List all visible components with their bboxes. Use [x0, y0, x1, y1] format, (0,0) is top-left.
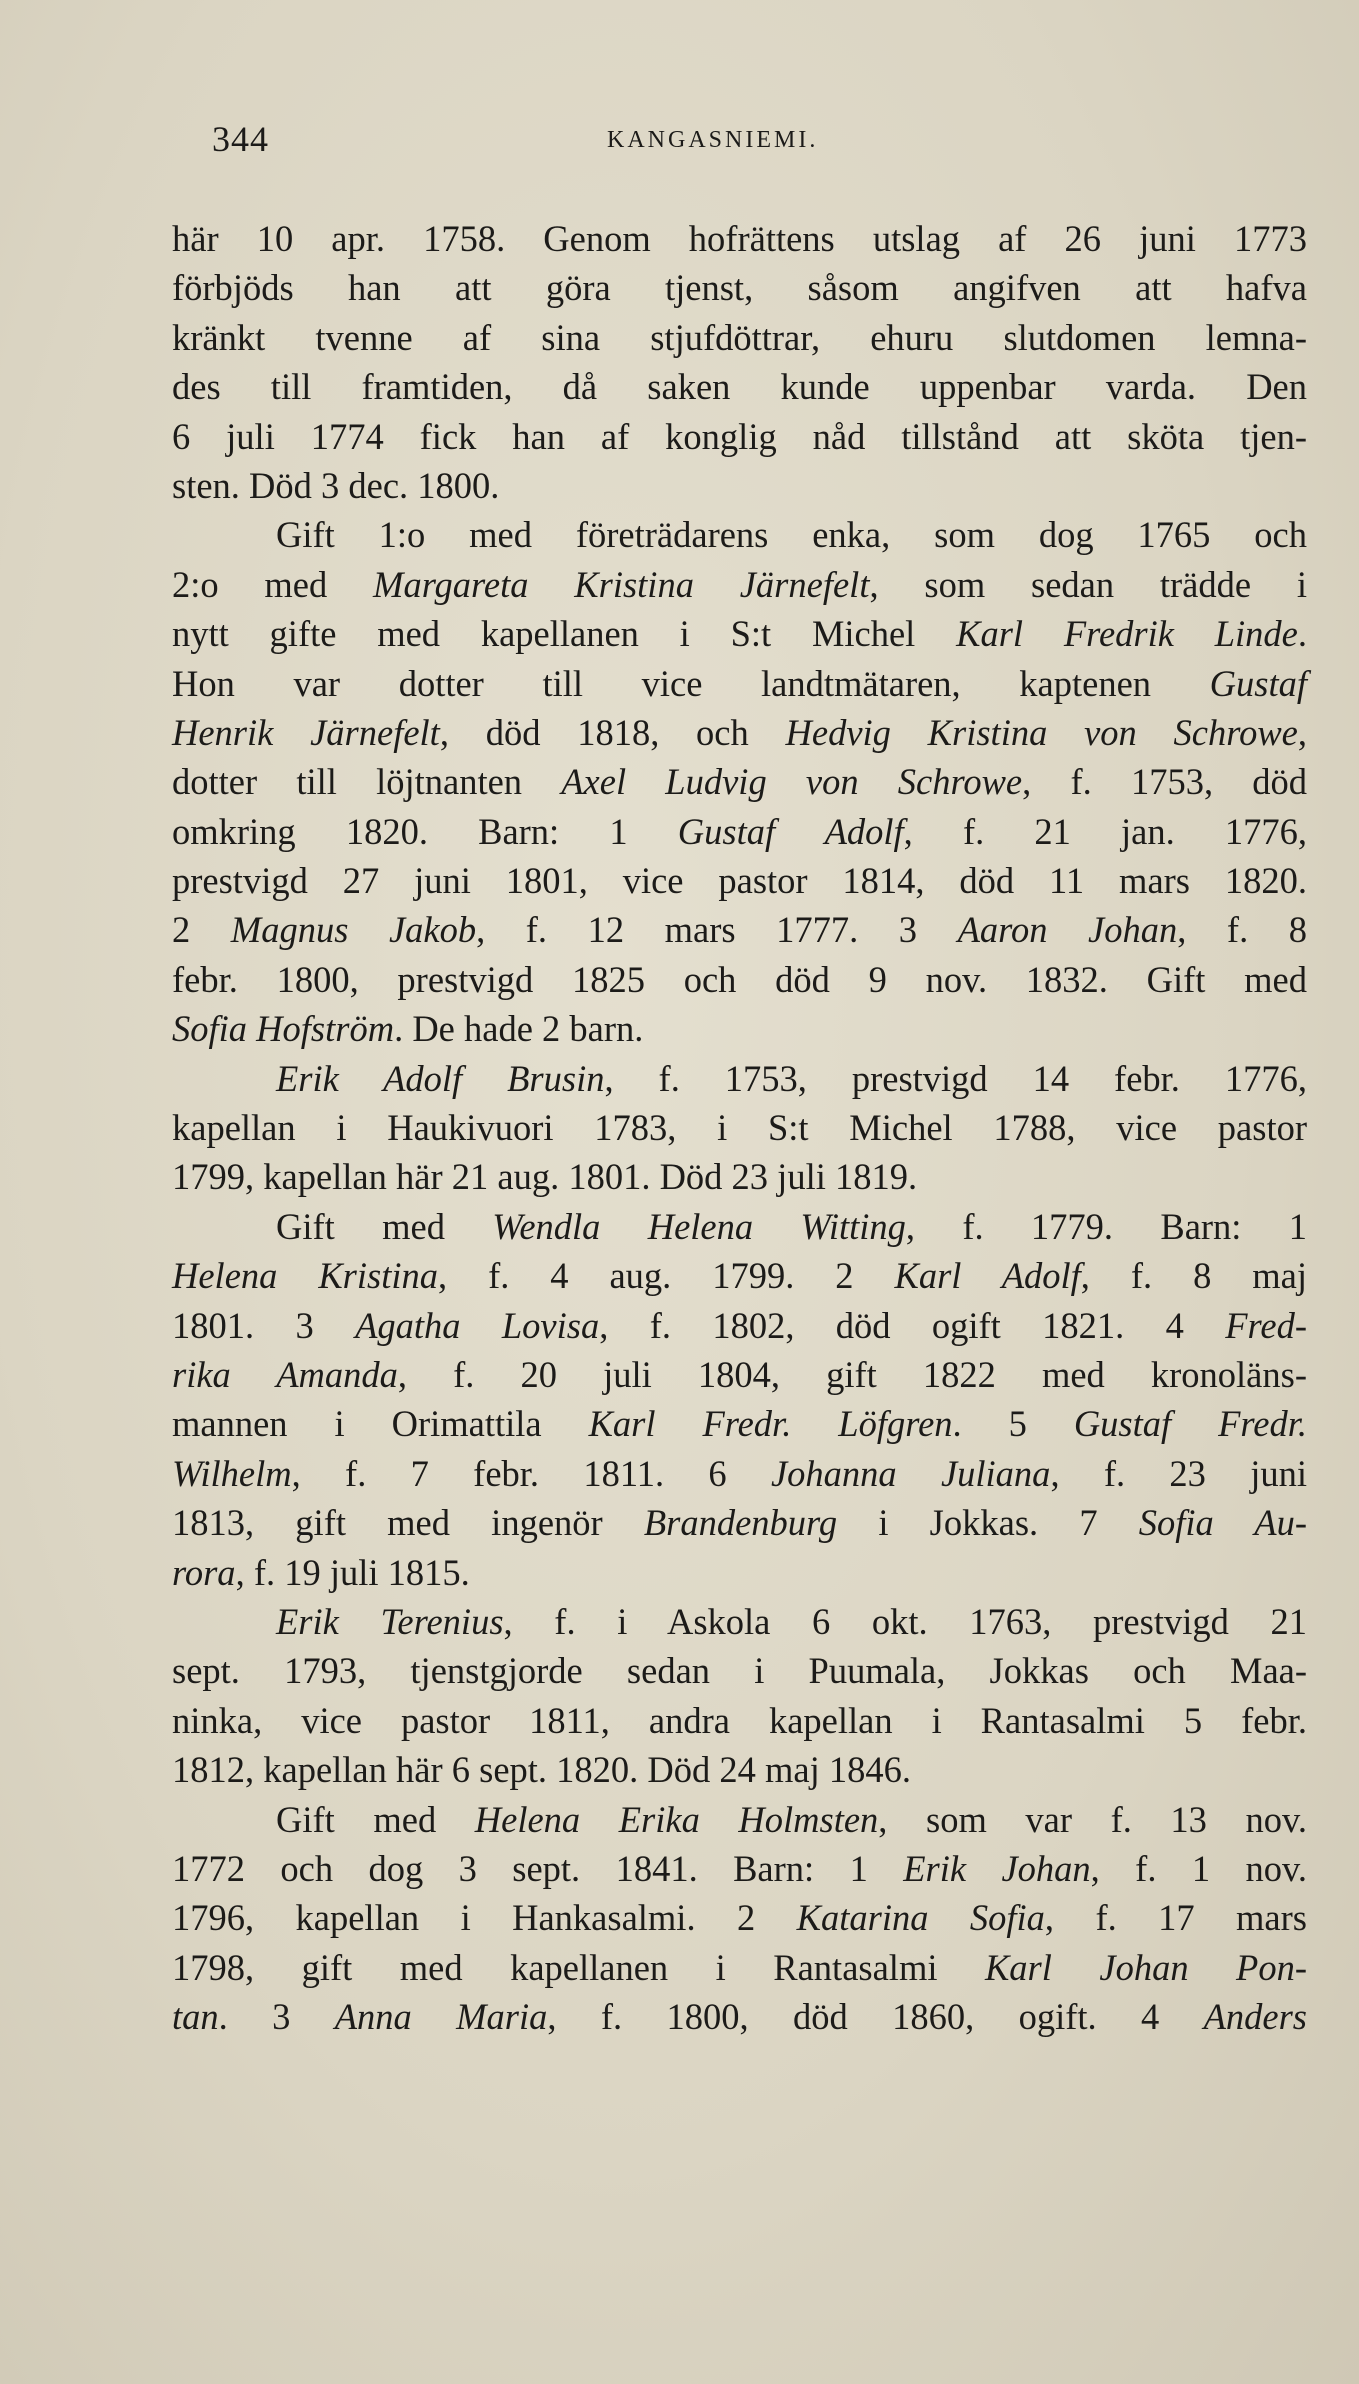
- text-line: [172, 510, 1307, 559]
- text-segment: . De hade 2 barn.: [394, 1008, 644, 1050]
- text-segment: Hon var dotter till vice landtmätaren, kaptenen: [172, 662, 1210, 704]
- italic-name: Agatha Lovisa: [355, 1304, 600, 1346]
- italic-name: Johanna Juliana: [770, 1452, 1051, 1494]
- text-segment: , f. 20 juli 1804, gift 1822 med kronoläns-: [397, 1353, 1307, 1395]
- italic-name: Gustaf Adolf: [677, 810, 904, 852]
- text-line: [172, 362, 1307, 411]
- text-segment: , f. 1753, prestvigd 14 febr. 1776,: [604, 1057, 1307, 1099]
- italic-name: Fred-: [1225, 1304, 1308, 1346]
- italic-name: Erik Adolf Brusin: [276, 1057, 605, 1099]
- text-line: [172, 1597, 1307, 1646]
- text-segment: 2:o med: [172, 563, 374, 605]
- text-segment: , död 1818, och: [439, 711, 786, 753]
- text-line: [172, 1844, 1307, 1893]
- italic-name: Karl Fredrik Linde: [956, 613, 1298, 655]
- text-line: [172, 1152, 1307, 1201]
- text-segment: 6 juli 1774 fick han af konglig nåd tillstånd att sköta tjen-: [172, 415, 1307, 457]
- italic-name: tan: [172, 1996, 219, 2038]
- text-line: [172, 609, 1307, 658]
- text-line: [172, 905, 1307, 954]
- text-segment: prestvigd 27 juni 1801, vice pastor 1814, död 11 mars 1820.: [172, 860, 1307, 902]
- italic-name: Axel Ludvig von Schrowe: [561, 761, 1023, 803]
- text-segment: , f. 8 maj: [1080, 1255, 1307, 1297]
- text-segment: kränkt tvenne af sina stjufdöttrar, ehuru slutdomen lemna-: [172, 316, 1307, 358]
- text-segment: , f. 4 aug. 1799. 2: [438, 1255, 895, 1297]
- italic-name: Gustaf: [1209, 662, 1307, 704]
- text-line: [172, 1004, 1307, 1053]
- text-line: [172, 708, 1307, 757]
- text-segment: febr. 1800, prestvigd 1825 och död 9 nov. 1832. Gift med: [172, 958, 1307, 1000]
- text-segment: , f. 19 juli 1815.: [235, 1551, 470, 1593]
- text-line: [172, 856, 1307, 905]
- text-segment: des till framtiden, då saken kunde uppenbar varda. Den: [172, 366, 1307, 408]
- text-line: [172, 1251, 1307, 1300]
- text-segment: , som var f. 13 nov.: [878, 1798, 1307, 1840]
- text-segment: , f. 1753, död: [1022, 761, 1308, 803]
- text-segment: 2: [172, 909, 231, 951]
- text-segment: , f. 1 nov.: [1090, 1847, 1307, 1889]
- text-line: [172, 1745, 1307, 1794]
- text-segment: i Jokkas. 7: [837, 1502, 1139, 1544]
- italic-name: Karl Fredr. Löfgren: [588, 1403, 953, 1445]
- italic-name: Wendla Helena Witting: [492, 1205, 906, 1247]
- text-line: [172, 1943, 1307, 1992]
- text-line: [172, 461, 1307, 510]
- text-segment: , som sedan trädde i: [869, 563, 1307, 605]
- italic-name: Erik Terenius: [276, 1600, 504, 1642]
- text-segment: , f. 17 mars: [1044, 1897, 1307, 1939]
- text-segment: 1801. 3: [172, 1304, 356, 1346]
- italic-name: Anna Maria: [334, 1996, 548, 2038]
- text-segment: 1798, gift med kapellanen i Rantasalmi: [172, 1946, 985, 1988]
- page-number: 344: [212, 119, 269, 159]
- text-segment: . 5: [952, 1403, 1074, 1445]
- text-segment: , f. 1800, död 1860, ogift. 4: [547, 1996, 1204, 2038]
- text-line: [172, 955, 1307, 1004]
- text-segment: sept. 1793, tjenstgjorde sedan i Puumala, Jokkas och Maa-: [172, 1650, 1307, 1692]
- text-segment: 1812, kapellan här 6 sept. 1820. Död 24 maj 1846.: [172, 1749, 912, 1791]
- text-line: [172, 214, 1307, 263]
- text-segment: 1772 och dog 3 sept. 1841. Barn: 1: [172, 1847, 904, 1889]
- text-line: [172, 1202, 1307, 1251]
- italic-name: Gustaf Fredr.: [1073, 1403, 1307, 1445]
- text-line: [172, 1301, 1307, 1350]
- italic-name: Katarina Sofia: [796, 1897, 1045, 1939]
- text-line: [172, 757, 1307, 806]
- text-segment: .: [1297, 613, 1307, 655]
- italic-name: Erik Johan: [903, 1847, 1091, 1889]
- text-line: [172, 1399, 1307, 1448]
- text-segment: sten. Död 3 dec. 1800.: [172, 464, 500, 506]
- text-line: [172, 313, 1307, 362]
- text-segment: Gift med: [276, 1798, 475, 1840]
- text-line: [172, 659, 1307, 708]
- italic-name: Helena Erika Holmsten: [474, 1798, 879, 1840]
- text-segment: , f. 23 juni: [1050, 1452, 1308, 1494]
- italic-name: Helena Kristina: [172, 1255, 439, 1297]
- text-segment: omkring 1820. Barn: 1: [172, 810, 678, 852]
- text-segment: , f. 7 febr. 1811. 6: [291, 1452, 771, 1494]
- text-segment: nytt gifte med kapellanen i S:t Michel: [172, 613, 957, 655]
- italic-name: Sofia Hofström: [172, 1008, 395, 1050]
- text-segment: , f. 1779. Barn: 1: [905, 1205, 1307, 1247]
- text-segment: 1799, kapellan här 21 aug. 1801. Död 23 juli 1819.: [172, 1156, 918, 1198]
- italic-name: Aaron Johan: [957, 909, 1178, 951]
- text-line: [172, 1548, 1307, 1597]
- text-segment: , f. 1802, död ogift 1821. 4: [599, 1304, 1226, 1346]
- running-head: KANGASNIEMI.: [607, 127, 819, 153]
- text-segment: , f. 8: [1177, 909, 1307, 951]
- text-segment: , f. 21 jan. 1776,: [903, 810, 1308, 852]
- text-segment: Gift med: [276, 1205, 493, 1247]
- text-segment: 1813, gift med ingenör: [172, 1502, 644, 1544]
- text-line: [172, 1795, 1307, 1844]
- text-segment: här 10 apr. 1758. Genom hofrättens utslag af 26 juni 1773: [172, 218, 1307, 259]
- text-segment: förbjöds han att göra tjenst, såsom angifven att hafva: [172, 267, 1307, 309]
- text-segment: 1796, kapellan i Hankasalmi. 2: [172, 1897, 797, 1939]
- italic-name: rora: [172, 1551, 236, 1593]
- text-segment: kapellan i Haukivuori 1783, i S:t Michel 1788, vice pastor: [172, 1107, 1307, 1149]
- text-line: [172, 807, 1307, 856]
- text-line: [172, 560, 1307, 609]
- italic-name: Magnus Jakob: [230, 909, 477, 951]
- italic-name: Brandenburg: [643, 1502, 838, 1544]
- text-line: [172, 1498, 1307, 1547]
- text-segment: dotter till löjtnanten: [172, 761, 562, 803]
- italic-name: Henrik Järnefelt: [172, 711, 440, 753]
- text-segment: , f. 12 mars 1777. 3: [476, 909, 958, 951]
- text-line: [172, 1646, 1307, 1695]
- italic-name: Wilhelm: [172, 1452, 292, 1494]
- italic-name: Karl Johan Pon-: [984, 1946, 1307, 1988]
- text-segment: , f. i Askola 6 okt. 1763, prestvigd 21: [503, 1600, 1308, 1642]
- page-header: [212, 118, 1312, 178]
- italic-name: Margareta Kristina Järnefelt: [373, 563, 870, 605]
- text-line: [172, 412, 1307, 461]
- text-segment: ,: [1297, 711, 1307, 753]
- italic-name: Karl Adolf: [894, 1255, 1081, 1297]
- text-line: [172, 1449, 1307, 1498]
- italic-name: Sofia Au-: [1138, 1502, 1307, 1544]
- text-line: [172, 1992, 1307, 2041]
- text-segment: . 3: [218, 1996, 335, 2038]
- text-segment: mannen i Orimattila: [172, 1403, 589, 1445]
- text-line: [172, 1350, 1307, 1399]
- text-segment: ninka, vice pastor 1811, andra kapellan i Rantasalmi 5 febr.: [172, 1699, 1307, 1741]
- text-line: [172, 1054, 1307, 1103]
- body-text: [172, 214, 1307, 2041]
- italic-name: Hedvig Kristina von Schrowe: [785, 711, 1298, 753]
- text-line: [172, 1696, 1307, 1745]
- italic-name: Anders: [1203, 1996, 1308, 2038]
- text-line: [172, 263, 1307, 312]
- text-line: [172, 1893, 1307, 1942]
- italic-name: rika Amanda: [172, 1353, 398, 1395]
- text-line: [172, 1103, 1307, 1152]
- text-segment: Gift 1:o med företrädarens enka, som dog 1765 och: [276, 514, 1307, 556]
